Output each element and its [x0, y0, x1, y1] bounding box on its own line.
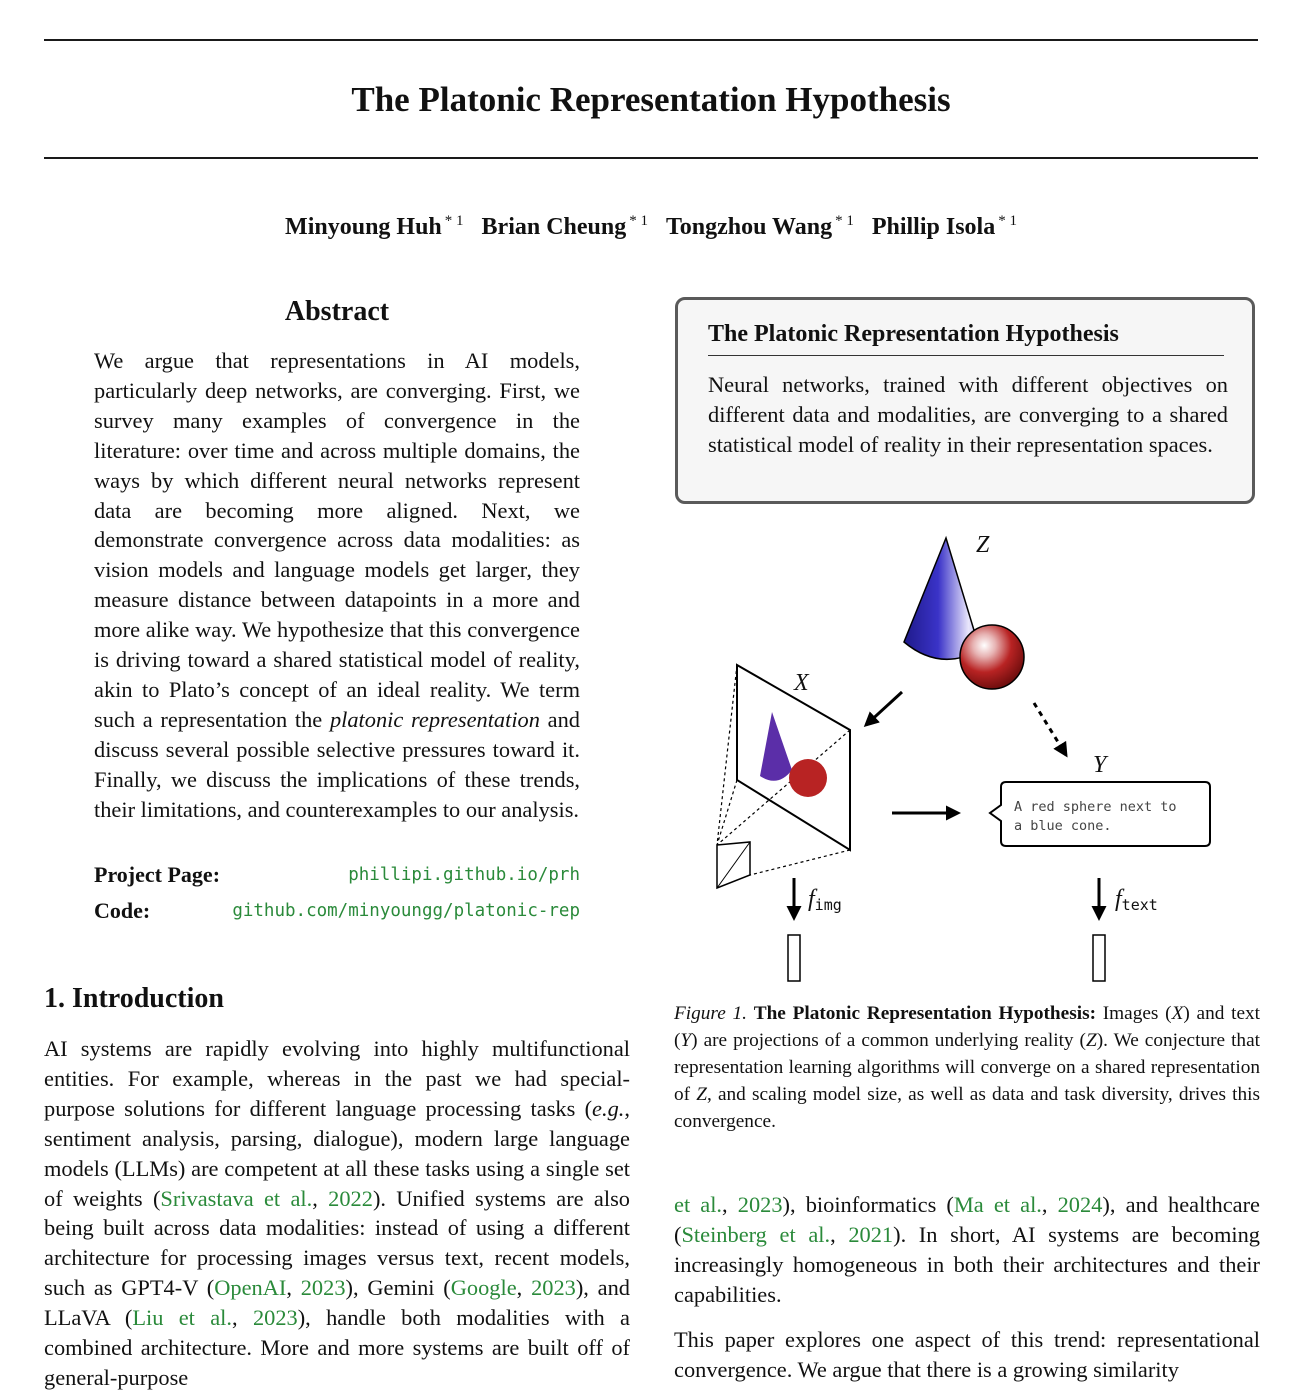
project-page-label: Project Page:	[94, 862, 221, 887]
introduction-heading: 1. Introduction	[44, 983, 224, 1014]
y-caption-line-2: a blue cone.	[1014, 818, 1112, 834]
z-label: Z	[976, 532, 990, 558]
author-2: Brian Cheung $^{* 1}$	[481, 213, 648, 240]
hypothesis-box-rule	[708, 355, 1224, 356]
project-page-link[interactable]: phillipi.github.io/prh	[348, 865, 580, 885]
citation-link[interactable]: Srivastava et al.	[160, 1185, 313, 1211]
f-img-label: fimg	[808, 886, 842, 914]
abstract-heading: Abstract	[284, 296, 390, 327]
code-link[interactable]: github.com/minyoungg/platonic-rep	[232, 901, 580, 921]
citation-link[interactable]: Steinberg et al.	[681, 1221, 831, 1247]
citation-link[interactable]: 2023	[300, 1275, 346, 1301]
hypothesis-box-title: The Platonic Representation Hypothesis	[708, 321, 1119, 347]
author-1: Minyoung Huh $^{* 1}$	[285, 213, 464, 240]
citation-link[interactable]: Google	[450, 1275, 517, 1301]
x-label: X	[794, 670, 809, 696]
citation-link[interactable]: Ma et al.	[953, 1192, 1042, 1217]
author-list	[0, 210, 1302, 244]
intro-paragraph-2: This paper explores one aspect of this trend: representational convergence. We argue that there is a growing similarity	[674, 1327, 1260, 1382]
citation-link[interactable]: 2024	[1057, 1192, 1103, 1217]
project-page-row	[94, 860, 580, 890]
top-rule	[44, 39, 1258, 41]
hypothesis-box-body: Neural networks, trained with different objectives on different data and modalities, are converging to a shared statistical model of reality in their representation spaces.	[708, 372, 1228, 457]
citation-link[interactable]: OpenAI	[214, 1275, 287, 1301]
citation-link[interactable]: 2023	[531, 1275, 576, 1301]
intro-paragraph-1-continued: et al., 2023), bioinformatics (Ma et al., 2024), and healthcare (Steinberg et al., 2021). In short, AI systems are becoming increasingly homogeneous in both their architectures and their capabilities.	[674, 1192, 1260, 1307]
text-embedding-vector	[1093, 935, 1105, 981]
code-label: Code:	[94, 898, 151, 923]
z-sphere-icon	[960, 625, 1024, 689]
camera-icon	[717, 842, 750, 888]
z-to-y-dashed-arrow	[1034, 703, 1066, 755]
figure-1-diagram	[690, 530, 1250, 990]
citation-link[interactable]: 2022	[328, 1185, 373, 1211]
y-caption-line-1: A red sphere next to	[1014, 799, 1177, 815]
citation-link[interactable]: 2023	[737, 1192, 783, 1217]
img-embedding-vector	[788, 935, 800, 981]
citation-link[interactable]: et al.	[674, 1192, 723, 1217]
paper-title: The Platonic Representation Hypothesis	[351, 80, 951, 119]
author-4: Phillip Isola $^{* 1}$	[871, 213, 1017, 240]
citation-link[interactable]: Liu et al.	[132, 1305, 232, 1331]
citation-link[interactable]: 2023	[252, 1305, 298, 1331]
y-label: Y	[1093, 752, 1107, 778]
citation-link[interactable]: 2021	[848, 1221, 894, 1247]
intro-paragraph-1: AI systems are rapidly evolving into highly multifunctional entities. For example, whereas in the past we had special-purpose solutions for different language processing tasks (e.g., sentiment analysis, parsing, dialogue), modern large language models (LLMs) are competent at all these tasks using a single set of weights (Srivastava et al., 2022). Unified systems are also being built across data modalities: instead of using a different architecture for processing images versus text, recent models, such as GPT4-V (OpenAI, 2023), Gemini (Google, 2023), and LLaVA (Liu et al., 2023), handle both modalities with a combined architecture. More and more systems are built off of general-purpose	[44, 1036, 631, 1390]
title-rule	[44, 157, 1258, 159]
f-text-label: ftext	[1115, 886, 1158, 914]
figure-1-caption: Figure 1. The Platonic Representation Hypothesis: Images (X) and text (Y) are projections of a common underlying reality (Z). We conjecture that representation learning algorithms will converge on a shared representation of Z, and scaling model size, as well as data and task diversity, drives this convergence.	[674, 1003, 1261, 1132]
code-row	[94, 896, 580, 926]
z-to-x-arrow	[866, 692, 902, 725]
author-3: Tongzhou Wang $^{* 1}$	[665, 213, 854, 240]
abstract-text: We argue that representations in AI models, particularly deep networks, are converging. First, we survey many examples of convergence in the literature: over time and across multiple domains, the ways by which different neural networks represent data are becoming more aligned. Next, we demonstrate convergence across data modalities: as vision models and language models get larger, they measure distance between datapoints in a more and more alike way. We hypothesize that this convergence is driving toward a shared statistical model of reality, akin to Plato’s concept of an ideal reality. We term such a representation the platonic representation and discuss several possible selective pressures toward it. Finally, we discuss the implications of these trends, their limitations, and counterexamples to our analysis.	[94, 348, 580, 822]
